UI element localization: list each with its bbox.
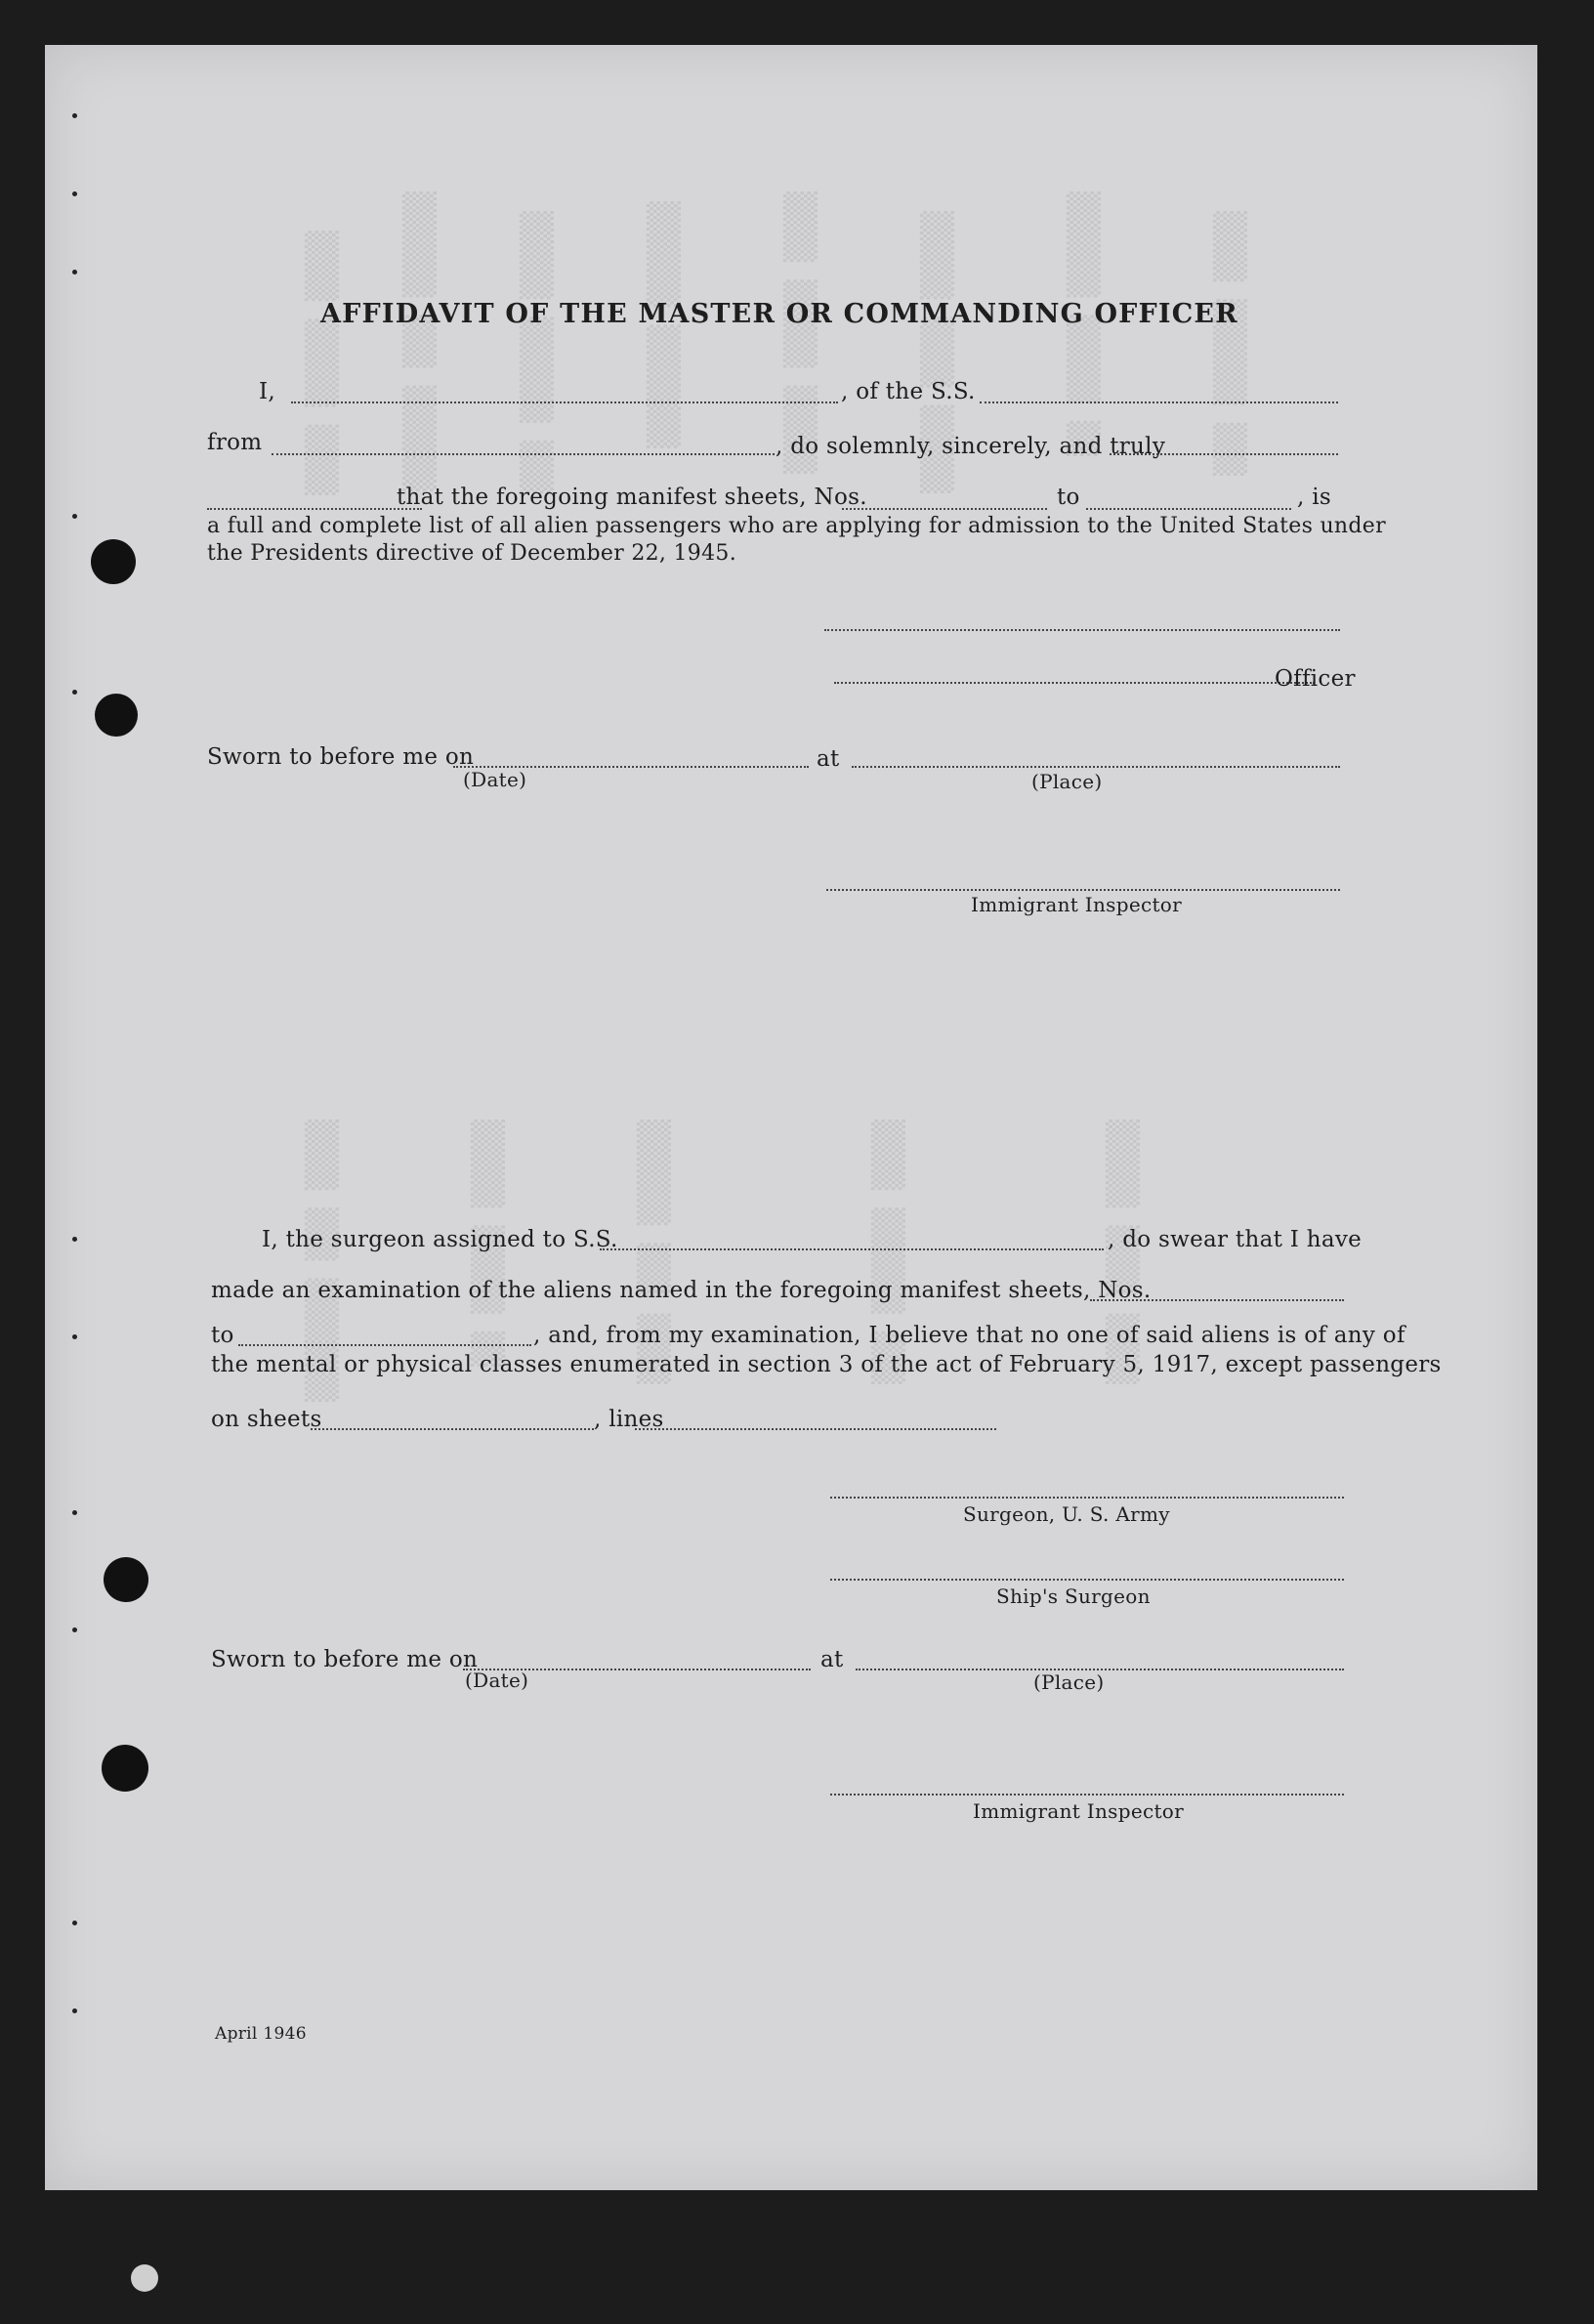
bleed-through: ▒▒▒▒ ▒▒▒▒▒▒ ▒▒▒ [870, 1120, 904, 1384]
master-date-caption: (Date) [463, 768, 527, 791]
bleed-through: ▒▒▒▒▒▒ ▒▒▒▒▒▒▒ [646, 201, 680, 448]
master-ss-line [980, 401, 1338, 403]
margin-dot [72, 113, 77, 118]
surgeon-lines-label: , lines [594, 1407, 664, 1432]
master-at-label: at [817, 746, 840, 772]
surgeon-ss-line [600, 1248, 1104, 1250]
margin-dot [72, 1510, 77, 1515]
page-title: AFFIDAVIT OF THE MASTER OR COMMANDING OFFICER [320, 299, 1238, 329]
margin-dot [72, 1237, 77, 1242]
master-inspector-label: Immigrant Inspector [971, 893, 1183, 916]
surgeon-place-caption: (Place) [1033, 1670, 1105, 1694]
punch-hole [91, 539, 136, 584]
margin-dot [72, 270, 77, 275]
ship-surgeon-label: Ship's Surgeon [996, 1585, 1151, 1608]
master-sworn-label: Sworn to before me on [207, 744, 475, 770]
surgeon-to-label: to [211, 1323, 234, 1348]
master-inspector-line [826, 889, 1340, 891]
master-nos-from-line [842, 508, 1047, 510]
surgeon-text-line4: the mental or physical classes enumerated in section 3 of the act of February 5, 1917, except passengers [211, 1352, 1442, 1377]
master-is-label: , is [1297, 485, 1331, 510]
surgeon-at-label: at [820, 1647, 844, 1672]
master-name-line [291, 401, 838, 403]
bleed-through: ▒▒▒▒ ▒▒▒ ▒▒▒▒▒▒▒ [304, 1120, 338, 1402]
punch-hole [104, 1557, 148, 1602]
surgeon-swear-label: , do swear that I have [1108, 1227, 1363, 1252]
bleed-through: ▒▒▒▒▒ ▒▒▒▒ ▒▒▒▒▒ [919, 211, 953, 493]
punch-hole [95, 694, 138, 737]
margin-dot [72, 690, 77, 695]
surgeon-sheets-line [311, 1428, 594, 1430]
bleed-through: ▒▒▒▒▒ ▒▒▒▒ ▒▒▒▒ [1105, 1120, 1139, 1384]
army-surgeon-line [830, 1497, 1344, 1499]
bleed-through: ▒▒▒▒▒ ▒▒▒▒▒ ▒▒ [470, 1120, 504, 1367]
master-solemnly-label: , do solemnly, sincerely, and truly [776, 434, 1166, 459]
surgeon-line1-label: I, the surgeon assigned to S.S. [262, 1227, 618, 1252]
ship-surgeon-line [830, 1579, 1344, 1581]
margin-dot [72, 514, 77, 519]
master-nos-to-line [1086, 508, 1291, 510]
bleed-through: ▒▒▒▒ ▒▒▒▒▒ ▒▒▒▒ [304, 231, 338, 495]
master-swear-line [1110, 453, 1338, 455]
master-to-label: to [1057, 485, 1080, 510]
margin-dot [72, 2008, 77, 2013]
bleed-through: ▒▒▒▒ ▒▒▒▒▒ ▒▒▒▒▒ [782, 191, 817, 474]
master-signature-line [824, 629, 1340, 631]
surgeon-nos-from-line [1090, 1299, 1344, 1301]
surgeon-inspector-label: Immigrant Inspector [973, 1799, 1185, 1823]
bleed-through: ▒▒▒▒ ▒▒▒▒▒▒ ▒▒▒ [1212, 211, 1246, 476]
surgeon-lines-line [635, 1428, 996, 1430]
surgeon-text-line2: made an examination of the aliens named in the foregoing manifest sheets, Nos. [211, 1278, 1152, 1303]
punch-hole [102, 1745, 148, 1792]
master-ss-label: , of the S.S. [841, 379, 976, 404]
master-text-line2: a full and complete list of all alien passengers who are applying for admission to the United States under [207, 514, 1386, 538]
master-place-caption: (Place) [1031, 770, 1103, 793]
margin-dot [72, 1627, 77, 1632]
surgeon-on-sheets-label: on sheets [211, 1407, 322, 1432]
surgeon-nos-to-line [238, 1344, 531, 1346]
master-sworn-place-line [852, 766, 1340, 768]
master-affirm-line [207, 508, 422, 510]
surgeon-text-line3: , and, from my examination, I believe that no one of said aliens is of any of [533, 1323, 1405, 1348]
master-that-label: that the foregoing manifest sheets, Nos. [397, 485, 867, 510]
surgeon-sworn-label: Sworn to before me on [211, 1647, 479, 1672]
stamp-mark [131, 2264, 158, 2292]
master-from-label: from [207, 430, 263, 455]
master-text-line3: the Presidents directive of December 22, 1945. [207, 541, 736, 566]
bleed-through: ▒▒▒▒▒ ▒▒▒▒▒▒ ▒▒▒ [519, 211, 553, 493]
bleed-through: ▒▒▒▒▒▒ ▒▒▒ ▒▒▒▒ [636, 1120, 670, 1384]
bleed-through: ▒▒▒▒▒▒ ▒▒▒▒▒ ▒▒ [1066, 191, 1100, 456]
surgeon-inspector-line [830, 1794, 1344, 1796]
officer-line [834, 682, 1315, 684]
master-from-line [272, 453, 775, 455]
master-i-label: I, [259, 379, 275, 404]
margin-dot [72, 1921, 77, 1925]
document-page [45, 45, 1537, 2190]
bleed-through: ▒▒▒▒▒▒ ▒▒▒ ▒▒▒▒▒▒ [401, 191, 436, 492]
surgeon-date-caption: (Date) [465, 1669, 529, 1692]
form-date: April 1946 [215, 2024, 307, 2044]
army-surgeon-label: Surgeon, U. S. Army [963, 1502, 1170, 1526]
margin-dot [72, 191, 77, 196]
margin-dot [72, 1334, 77, 1339]
officer-label: Officer [1275, 666, 1356, 692]
